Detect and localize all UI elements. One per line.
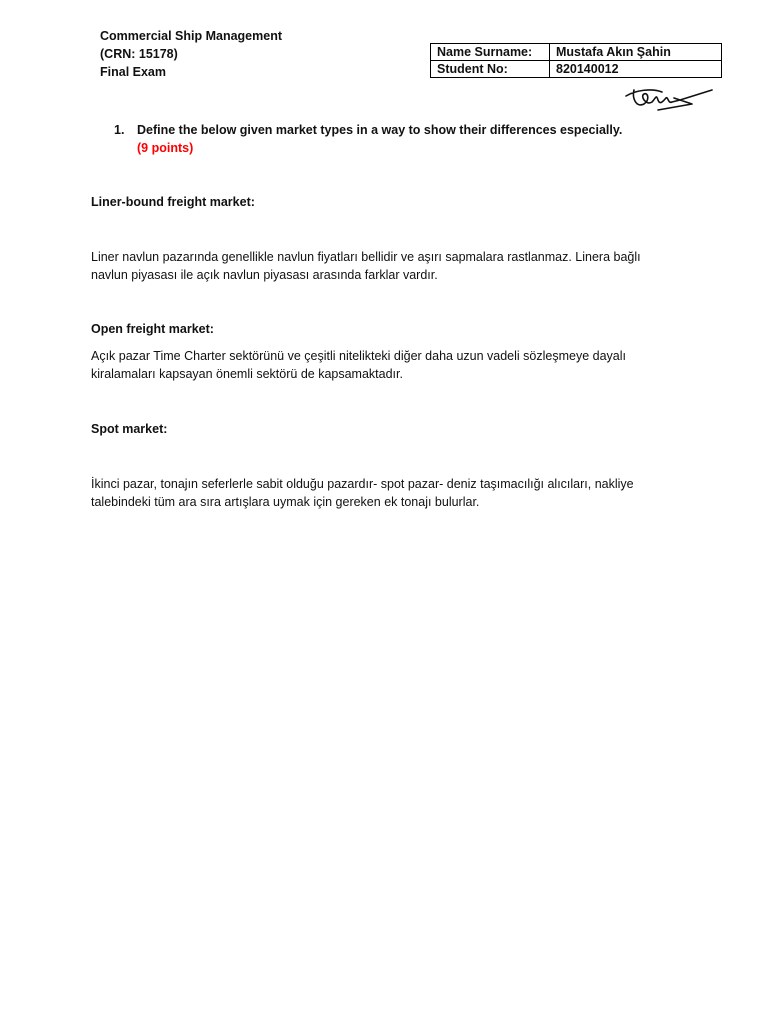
student-number-row — [431, 61, 722, 78]
course-title: Commercial Ship Management — [100, 29, 282, 43]
name-value: Mustafa Akın Şahin — [550, 44, 722, 61]
liner-heading: Liner-bound freight market: — [91, 195, 255, 209]
question-number: 1. — [114, 123, 125, 137]
course-header — [100, 27, 282, 81]
spot-heading: Spot market: — [91, 422, 168, 436]
open-heading: Open freight market: — [91, 322, 214, 336]
open-answer — [91, 347, 681, 383]
liner-answer-line: Liner navlun pazarında genellikle navlun fiyatları bellidir ve aşırı sapmalara rastlanmaz. Linera bağlı — [91, 250, 641, 264]
student-info-table — [430, 43, 722, 78]
liner-answer-line: navlun piyasası ile açık navlun piyasası arasında farklar vardır. — [91, 268, 438, 282]
student-number-label: Student No: — [431, 61, 550, 78]
open-answer-line: kiralamaları kapsayan önemli sektörü de kapsamaktadır. — [91, 367, 403, 381]
spot-answer — [91, 475, 681, 511]
name-label: Name Surname: — [431, 44, 550, 61]
question-points: (9 points) — [137, 141, 194, 155]
open-answer-line: Açık pazar Time Charter sektörünü ve çeşitli nitelikteki diğer daha uzun vadeli sözleşmeye dayalı — [91, 349, 626, 363]
course-crn: (CRN: 15178) — [100, 47, 178, 61]
question-1 — [114, 121, 622, 157]
liner-answer — [91, 248, 681, 284]
question-text: Define the below given market types in a way to show their differences especially. — [137, 123, 623, 137]
spot-answer-line: İkinci pazar, tonajın seferlerle sabit olduğu pazardır- spot pazar- deniz taşımacılığı alıcıları, nakliye — [91, 477, 634, 491]
student-number-value: 820140012 — [550, 61, 722, 78]
exam-type: Final Exam — [100, 65, 166, 79]
name-row — [431, 44, 722, 61]
spot-answer-line: talebindeki tüm ara sıra artışlara uymak için gereken ek tonajı bulurlar. — [91, 495, 480, 509]
signature-image — [622, 84, 714, 116]
